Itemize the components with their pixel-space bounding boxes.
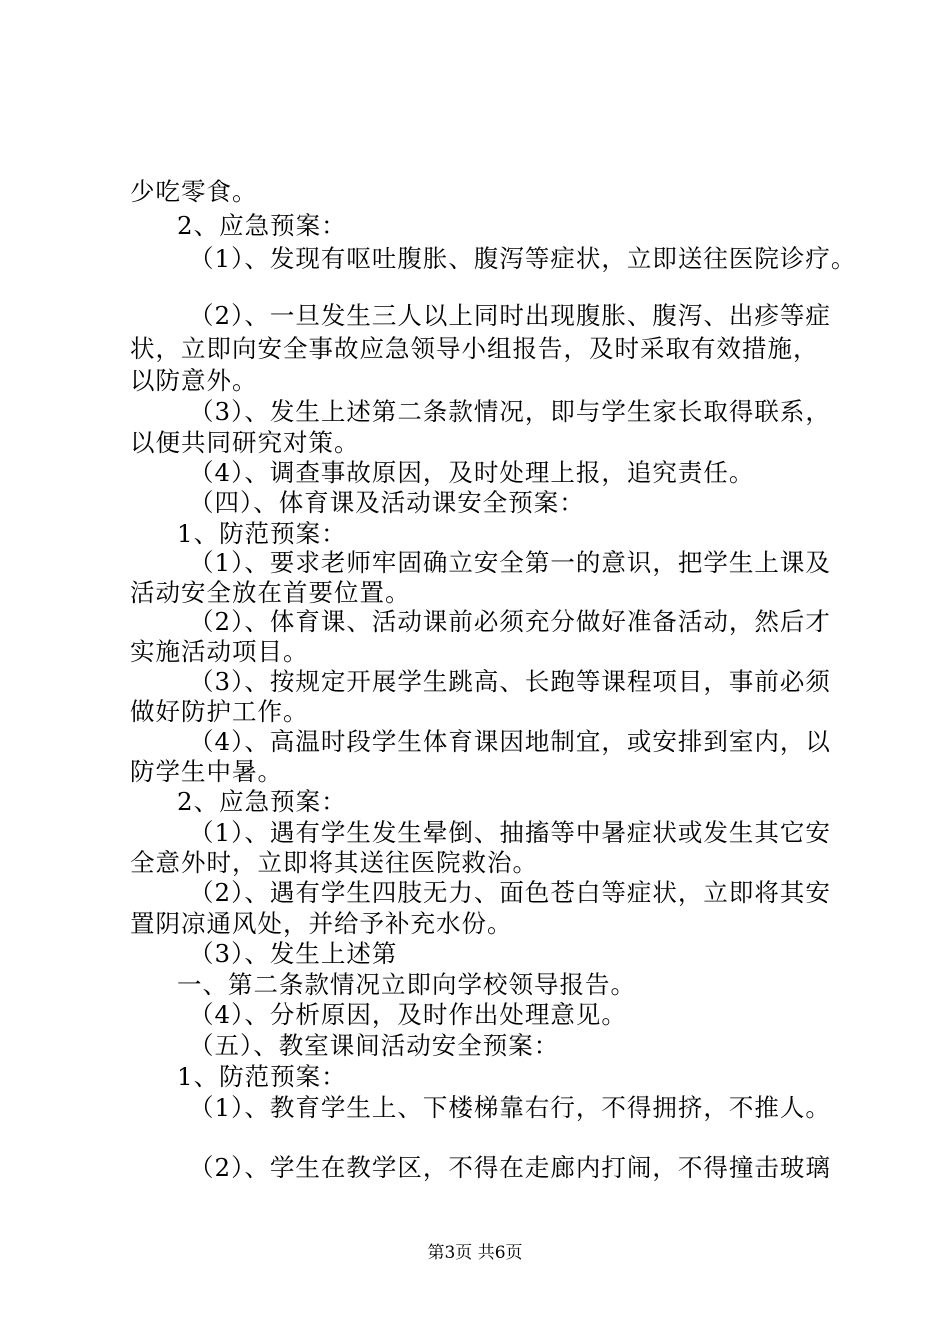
text-line: 一、第二条款情况立即向学校领导报告。 xyxy=(177,970,636,999)
text-line: （1）、要求老师牢固确立安全第一的意识，把学生上课及 xyxy=(189,548,831,577)
section-heading: 2、应急预案： xyxy=(177,211,347,240)
text-line: （2）、体育课、活动课前必须充分做好准备活动，然后才 xyxy=(189,607,831,636)
text-line: （2）、学生在教学区，不得在走廊内打闹，不得撞击玻璃 xyxy=(189,1153,831,1182)
text-line: （2）、遇有学生四肢无力、面色苍白等症状，立即将其安 xyxy=(189,878,831,907)
section-heading: （四）、体育课及活动课安全预案： xyxy=(189,488,585,517)
text-line: 状，立即向安全事故应急领导小组报告，及时采取有效措施， xyxy=(130,334,819,363)
text-line: （1）、遇有学生发生晕倒、抽搐等中暑症状或发生其它安 xyxy=(189,818,831,847)
section-heading: 1、防范预案： xyxy=(177,519,347,548)
text-line: 以防意外。 xyxy=(130,366,258,395)
section-heading: 1、防范预案： xyxy=(177,1062,347,1091)
text-line: （1）、发现有呕吐腹胀、腹泻等症状，立即送往医院诊疗。 xyxy=(189,244,857,273)
text-line: 防学生中暑。 xyxy=(130,757,283,786)
text-line: （4）、高温时段学生体育课因地制宜，或安排到室内，以 xyxy=(189,727,831,756)
section-heading: （五）、教室课间活动安全预案： xyxy=(189,1031,560,1060)
text-line: 置阴凉通风处，并给予补充水份。 xyxy=(130,909,513,938)
text-line: 做好防护工作。 xyxy=(130,697,309,726)
text-line: （4）、分析原因，及时作出处理意见。 xyxy=(189,1000,627,1029)
text-line: 活动安全放在首要位置。 xyxy=(130,578,411,607)
text-line: 实施活动项目。 xyxy=(130,637,309,666)
text-line: （2）、一旦发生三人以上同时出现腹胀、腹泻、出疹等症 xyxy=(189,301,831,330)
text-line: （3）、发生上述第二条款情况，即与学生家长取得联系， xyxy=(189,397,831,426)
text-line: （4）、调查事故原因，及时处理上报，追究责任。 xyxy=(189,458,755,487)
text-line: （1）、教育学生上、下楼梯靠右行，不得拥挤，不推人。 xyxy=(189,1093,831,1122)
text-line: 全意外时，立即将其送往医院救治。 xyxy=(130,848,538,877)
text-line: 以便共同研究对策。 xyxy=(130,428,360,457)
text-line: （3）、发生上述第 xyxy=(189,939,398,968)
text-line: 少吃零食。 xyxy=(130,177,258,206)
section-heading: 2、应急预案： xyxy=(177,787,347,816)
text-line: （3）、按规定开展学生跳高、长跑等课程项目，事前必须 xyxy=(189,667,831,696)
page-footer: 第3页 共6页 xyxy=(427,1243,523,1263)
